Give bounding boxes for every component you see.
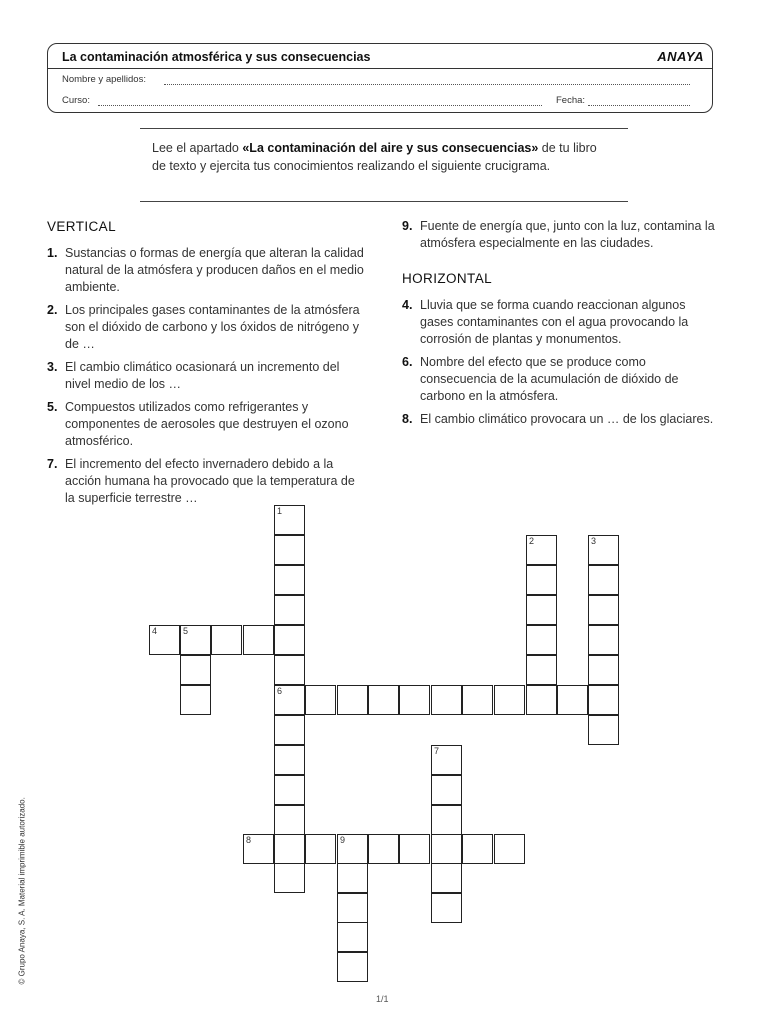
vertical-title: VERTICAL	[47, 219, 116, 234]
crossword-cell[interactable]	[243, 625, 274, 655]
crossword-cell[interactable]	[431, 863, 462, 893]
crossword-cell[interactable]	[243, 834, 274, 864]
instructions-box	[140, 128, 628, 202]
crossword-cell[interactable]	[180, 625, 211, 655]
crossword-cell[interactable]	[588, 565, 619, 595]
crossword-cell[interactable]	[274, 595, 305, 625]
worksheet-header	[47, 43, 713, 113]
name-label: Nombre y apellidos:	[62, 74, 146, 85]
crossword-cell[interactable]	[431, 805, 462, 835]
clue-item: 9. Fuente de energía que, junto con la luz, contamina la atmósfera especialmente en las ciudades.	[402, 219, 715, 250]
crossword-cell[interactable]	[274, 565, 305, 595]
crossword-cell[interactable]	[526, 655, 557, 685]
crossword-cell[interactable]	[431, 745, 462, 775]
date-label: Fecha:	[556, 95, 586, 106]
vertical-clues	[47, 218, 367, 513]
header-divider	[48, 68, 712, 69]
crossword-cell[interactable]	[368, 685, 399, 715]
crossword-cell[interactable]	[274, 745, 305, 775]
crossword-cell[interactable]	[337, 893, 368, 923]
crossword-cell[interactable]	[557, 685, 588, 715]
crossword-cell[interactable]	[337, 952, 368, 982]
crossword-cell[interactable]	[588, 685, 619, 715]
crossword-cell[interactable]	[526, 595, 557, 625]
crossword-cell[interactable]	[305, 834, 336, 864]
crossword-cell[interactable]	[180, 655, 211, 685]
crossword-cell[interactable]	[588, 595, 619, 625]
crossword-cell[interactable]	[588, 655, 619, 685]
crossword-cell[interactable]	[274, 655, 305, 685]
anaya-logo: ANAYA	[657, 49, 704, 64]
name-field[interactable]	[164, 84, 690, 85]
crossword-cell[interactable]	[431, 893, 462, 923]
clue-item: 6. Nombre del efecto que se produce como consecuencia de la acumulación de dióxido de carbono en la atmósfera.	[402, 355, 679, 403]
crossword-cell[interactable]	[337, 863, 368, 893]
crossword-cell[interactable]	[180, 685, 211, 715]
crossword-cell[interactable]	[526, 535, 557, 565]
cell-number: 8	[246, 835, 252, 845]
worksheet-title: La contaminación atmosférica y sus consecuencias	[62, 50, 371, 64]
cell-number: 5	[183, 626, 189, 636]
clue-item: 3. El cambio climático ocasionará un incremento del nivel medio de los …	[47, 360, 340, 391]
crossword-cell[interactable]	[588, 535, 619, 565]
crossword-cell[interactable]	[526, 685, 557, 715]
crossword-cell[interactable]	[337, 685, 368, 715]
crossword-cell[interactable]	[462, 834, 493, 864]
cell-number: 4	[152, 626, 158, 636]
clue-item: 7. El incremento del efecto invernadero debido a la acción humana ha provocado que la temperatura de la superficie terrestre …	[47, 457, 355, 505]
crossword-cell[interactable]	[149, 625, 180, 655]
clue-item: 5. Compuestos utilizados como refrigerantes y componentes de aerosoles que destruyen el ozono atmosférico.	[47, 400, 349, 448]
cell-number: 7	[434, 746, 440, 756]
cell-number: 2	[529, 536, 535, 546]
clue-item: 4. Lluvia que se forma cuando reaccionan algunos gases contaminantes con el agua provocando la corrosión de plantas y monumentos.	[402, 298, 689, 346]
crossword-cell[interactable]	[274, 834, 305, 864]
section-reference: «La contaminación del aire y sus consecuencias»	[242, 141, 539, 155]
crossword-cell[interactable]	[494, 834, 525, 864]
crossword-cell[interactable]	[588, 715, 619, 745]
crossword-cell[interactable]	[274, 535, 305, 565]
course-field[interactable]	[98, 105, 542, 106]
crossword-cell[interactable]	[274, 863, 305, 893]
crossword-cell[interactable]	[305, 685, 336, 715]
crossword-cell[interactable]	[368, 834, 399, 864]
cell-number: 9	[340, 835, 346, 845]
clue-item: 2. Los principales gases contaminantes de la atmósfera son el dióxido de carbono y los óxidos de nitrógeno y de …	[47, 303, 360, 351]
crossword-cell[interactable]	[274, 805, 305, 835]
crossword-cell[interactable]	[431, 775, 462, 805]
crossword-cell[interactable]	[494, 685, 525, 715]
crossword-cell[interactable]	[274, 775, 305, 805]
crossword-cell[interactable]	[274, 715, 305, 745]
clue-item: 1. Sustancias o formas de energía que alteran la calidad natural de la atmósfera y producen daños en el medio ambiente.	[47, 246, 364, 294]
crossword-cell[interactable]	[337, 834, 368, 864]
date-field[interactable]	[588, 105, 690, 106]
cell-number: 3	[591, 536, 597, 546]
copyright-note: © Grupo Anaya, S. A. Material imprimible autorizado.	[17, 797, 27, 985]
clue-item: 8. El cambio climático provocara un … de los glaciares.	[402, 412, 714, 426]
instructions-text: Lee el apartado «La contaminación del aire y sus consecuencias» de tu libro de texto y ejercita tus conocimientos realizando el siguiente crucigrama.	[152, 141, 597, 173]
crossword-cell[interactable]	[431, 834, 462, 864]
crossword-cell[interactable]	[274, 625, 305, 655]
horizontal-title: HORIZONTAL	[402, 271, 493, 286]
crossword-cell[interactable]	[431, 685, 462, 715]
crossword-cell[interactable]	[399, 834, 430, 864]
crossword-cell[interactable]	[399, 685, 430, 715]
crossword-cell[interactable]	[526, 565, 557, 595]
crossword-cell[interactable]	[588, 625, 619, 655]
crossword-cell[interactable]	[526, 625, 557, 655]
page-number: 1/1	[376, 994, 389, 1004]
cell-number: 6	[277, 686, 283, 696]
cell-number: 1	[277, 506, 283, 516]
crossword-cell[interactable]	[337, 922, 368, 952]
crossword-cell[interactable]	[211, 625, 242, 655]
course-label: Curso:	[62, 95, 90, 106]
crossword-cell[interactable]	[462, 685, 493, 715]
right-clues	[402, 218, 722, 434]
crossword-cell[interactable]	[274, 685, 305, 715]
